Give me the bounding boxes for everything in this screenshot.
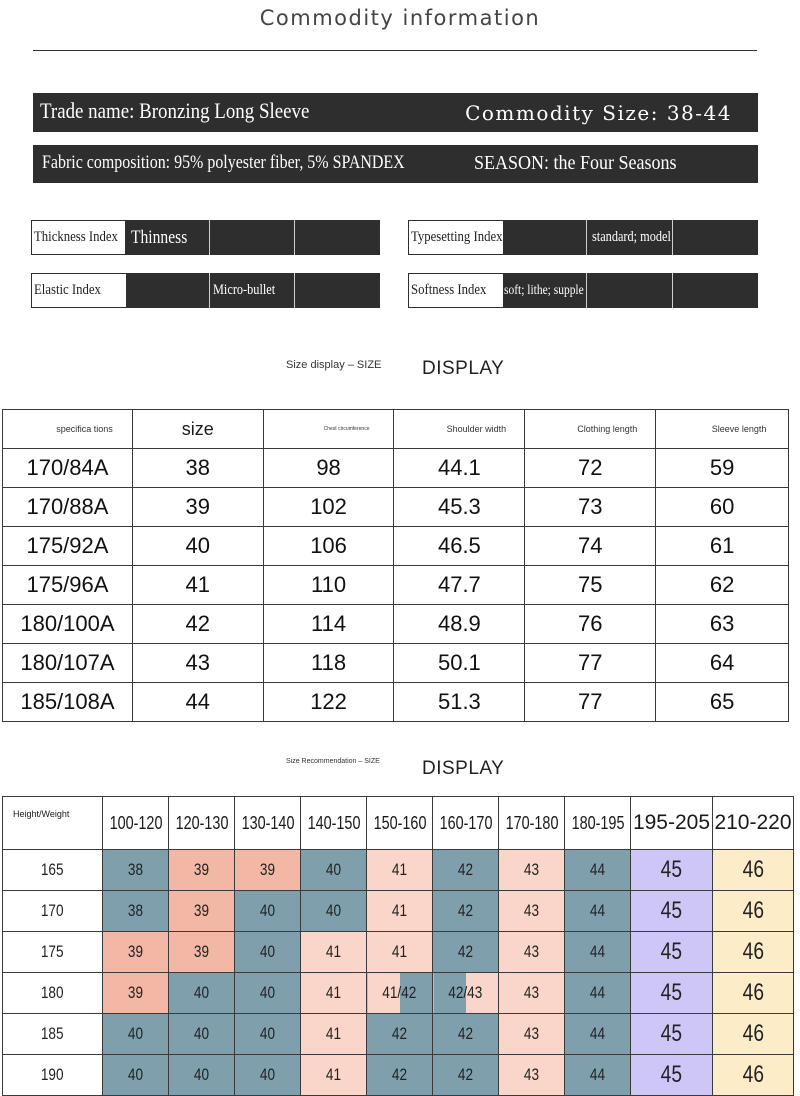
recommended-size-cell: 44 <box>565 1055 631 1096</box>
recommended-size-cell: 44 <box>565 891 631 932</box>
recommended-size-cell: 39 <box>103 932 169 973</box>
recommended-size-cell: 41 <box>367 891 433 932</box>
recommended-size-cell: 43 <box>499 932 565 973</box>
weight-column-header: 130-140 <box>235 797 301 850</box>
table-row <box>3 449 789 488</box>
recommended-size-cell: 46 <box>713 850 794 891</box>
weight-column-header: 160-170 <box>433 797 499 850</box>
table-cell: 175/92A <box>3 527 133 566</box>
table-cell: 175/96A <box>3 566 133 605</box>
recommendation-row <box>3 932 794 973</box>
recommended-size-cell: 40 <box>103 1055 169 1096</box>
recommended-size-cell: 45 <box>631 973 713 1014</box>
table-cell: 170/88A <box>3 488 133 527</box>
table-cell: 44.1 <box>394 449 525 488</box>
size-recommendation-small-label: Size Recommendation – SIZE <box>286 758 380 765</box>
height-label: 170 <box>3 891 103 932</box>
season: SEASON: the Four Seasons <box>474 152 677 174</box>
table-cell: 45.3 <box>394 488 525 527</box>
typesetting-index-box <box>408 220 758 255</box>
recommendation-header-row <box>3 797 794 850</box>
recommended-size-cell: 41/42 <box>367 973 433 1014</box>
recommended-size-cell: 46 <box>713 973 794 1014</box>
table-cell: 180/107A <box>3 644 133 683</box>
recommended-size-cell: 43 <box>499 891 565 932</box>
recommendation-row <box>3 891 794 932</box>
recommended-size-cell: 46 <box>713 932 794 973</box>
recommended-size-cell: 40 <box>301 850 367 891</box>
recommended-size-cell: 44 <box>565 1014 631 1055</box>
recommended-size-cell: 43 <box>499 1014 565 1055</box>
height-label: 185 <box>3 1014 103 1055</box>
recommended-size-cell: 40 <box>103 1014 169 1055</box>
weight-column-header: 140-150 <box>301 797 367 850</box>
size-display-table <box>2 409 789 722</box>
thickness-index-box <box>31 220 380 255</box>
table-cell: 62 <box>656 566 789 605</box>
table-cell: 75 <box>525 566 656 605</box>
thickness-index-label: Thickness Index <box>32 221 125 254</box>
table-cell: 72 <box>525 449 656 488</box>
elastic-index-value: Micro-bullet <box>213 282 276 298</box>
recommended-size-cell: 40 <box>235 1014 301 1055</box>
recommended-size-cell: 38 <box>103 891 169 932</box>
recommended-size-cell: 39 <box>169 891 235 932</box>
table-cell: 60 <box>656 488 789 527</box>
weight-column-header: 210-220 <box>713 797 794 850</box>
trade-info-bar <box>33 93 758 132</box>
softness-index-box <box>408 273 758 308</box>
recommended-size-cell: 40 <box>235 973 301 1014</box>
recommended-size-cell: 38 <box>103 850 169 891</box>
table-cell: 185/108A <box>3 683 133 722</box>
commodity-size: Commodity Size: 38-44 <box>465 101 732 125</box>
recommended-size-cell: 41 <box>301 1055 367 1096</box>
table-cell: 73 <box>525 488 656 527</box>
fabric-info-bar <box>33 145 758 183</box>
typesetting-index-label: Typesetting Index <box>409 221 503 254</box>
fabric-composition: Fabric composition: 95% polyester fiber, 5% SPANDEX <box>42 152 405 173</box>
table-row <box>3 644 789 683</box>
recommended-size-cell: 42 <box>433 932 499 973</box>
title-divider <box>33 50 757 51</box>
header-size: size <box>132 410 263 449</box>
header-shoulder: Shoulder width <box>394 410 525 449</box>
softness-index-label: Softness Index <box>409 274 503 307</box>
recommended-size-cell: 41 <box>301 932 367 973</box>
recommended-size-cell: 46 <box>713 891 794 932</box>
table-cell: 43 <box>132 644 263 683</box>
recommendation-row <box>3 1055 794 1096</box>
table-cell: 77 <box>525 644 656 683</box>
recommendation-row <box>3 1014 794 1055</box>
recommended-size-cell: 39 <box>103 973 169 1014</box>
size-table-header-row <box>3 410 789 449</box>
table-row <box>3 683 789 722</box>
weight-column-header: 100-120 <box>103 797 169 850</box>
table-cell: 64 <box>656 644 789 683</box>
recommended-size-cell: 46 <box>713 1014 794 1055</box>
size-display-small-label: Size display – SIZE <box>286 359 382 371</box>
recommended-size-cell: 42 <box>433 1055 499 1096</box>
table-cell: 98 <box>263 449 394 488</box>
recommended-size-cell: 45 <box>631 1055 713 1096</box>
recommended-size-cell: 44 <box>565 932 631 973</box>
table-row <box>3 527 789 566</box>
header-specifications: specifica tions <box>3 410 133 449</box>
table-cell: 61 <box>656 527 789 566</box>
weight-column-header: 120-130 <box>169 797 235 850</box>
height-weight-corner: Height/Weight <box>3 797 103 850</box>
table-cell: 77 <box>525 683 656 722</box>
thickness-index-value: Thinness <box>131 227 188 248</box>
recommended-size-cell: 40 <box>169 1055 235 1096</box>
recommended-size-cell: 41 <box>301 1014 367 1055</box>
recommended-size-cell: 40 <box>235 891 301 932</box>
recommended-size-cell: 41 <box>367 850 433 891</box>
recommended-size-cell: 40 <box>169 973 235 1014</box>
table-row <box>3 605 789 644</box>
recommended-size-cell: 46 <box>713 1055 794 1096</box>
elastic-index-box <box>31 273 380 308</box>
table-cell: 114 <box>263 605 394 644</box>
recommended-size-cell: 40 <box>301 891 367 932</box>
table-cell: 63 <box>656 605 789 644</box>
trade-name: Trade name: Bronzing Long Sleeve <box>40 98 310 123</box>
recommended-size-cell: 39 <box>235 850 301 891</box>
weight-column-header: 150-160 <box>367 797 433 850</box>
table-cell: 122 <box>263 683 394 722</box>
weight-column-header: 180-195 <box>565 797 631 850</box>
recommended-size-cell: 42 <box>433 1014 499 1055</box>
typesetting-index-value: standard; model <box>592 229 671 245</box>
table-cell: 170/84A <box>3 449 133 488</box>
table-cell: 51.3 <box>394 683 525 722</box>
size-recommendation-table <box>2 796 794 1096</box>
table-cell: 110 <box>263 566 394 605</box>
table-cell: 65 <box>656 683 789 722</box>
table-cell: 102 <box>263 488 394 527</box>
recommendation-row <box>3 973 794 1014</box>
recommended-size-cell: 39 <box>169 932 235 973</box>
recommended-size-cell: 45 <box>631 850 713 891</box>
header-sleeve-length: Sleeve length <box>656 410 789 449</box>
elastic-index-label: Elastic Index <box>32 274 126 307</box>
recommended-size-cell: 42 <box>367 1014 433 1055</box>
table-cell: 74 <box>525 527 656 566</box>
table-cell: 41 <box>132 566 263 605</box>
recommended-size-cell: 43 <box>499 850 565 891</box>
table-cell: 106 <box>263 527 394 566</box>
height-label: 190 <box>3 1055 103 1096</box>
size-display-heading: DISPLAY <box>422 358 505 379</box>
page-title: Commodity information <box>259 6 541 30</box>
table-cell: 180/100A <box>3 605 133 644</box>
weight-column-header: 195-205 <box>631 797 713 850</box>
recommended-size-cell: 40 <box>235 932 301 973</box>
recommended-size-cell: 41 <box>367 932 433 973</box>
recommended-size-cell: 41 <box>301 973 367 1014</box>
height-label: 180 <box>3 973 103 1014</box>
recommended-size-cell: 43 <box>499 973 565 1014</box>
recommended-size-cell: 43 <box>499 1055 565 1096</box>
table-row <box>3 566 789 605</box>
table-cell: 50.1 <box>394 644 525 683</box>
table-cell: 47.7 <box>394 566 525 605</box>
weight-column-header: 170-180 <box>499 797 565 850</box>
recommended-size-cell: 42 <box>367 1055 433 1096</box>
recommended-size-cell: 44 <box>565 850 631 891</box>
table-cell: 44 <box>132 683 263 722</box>
height-label: 165 <box>3 850 103 891</box>
table-cell: 59 <box>656 449 789 488</box>
table-cell: 39 <box>132 488 263 527</box>
table-cell: 48.9 <box>394 605 525 644</box>
recommended-size-cell: 39 <box>169 850 235 891</box>
table-cell: 42 <box>132 605 263 644</box>
recommended-size-cell: 42/43 <box>433 973 499 1014</box>
recommended-size-cell: 44 <box>565 973 631 1014</box>
softness-index-value: soft; lithe; supple <box>504 283 584 298</box>
table-cell: 46.5 <box>394 527 525 566</box>
table-row <box>3 488 789 527</box>
header-chest: Chest circumference <box>263 410 394 449</box>
table-cell: 118 <box>263 644 394 683</box>
table-cell: 38 <box>132 449 263 488</box>
recommendation-row <box>3 850 794 891</box>
recommended-size-cell: 40 <box>169 1014 235 1055</box>
recommended-size-cell: 40 <box>235 1055 301 1096</box>
size-recommendation-heading: DISPLAY <box>422 758 505 779</box>
recommended-size-cell: 45 <box>631 932 713 973</box>
recommended-size-cell: 45 <box>631 891 713 932</box>
recommended-size-cell: 42 <box>433 850 499 891</box>
table-cell: 76 <box>525 605 656 644</box>
recommended-size-cell: 42 <box>433 891 499 932</box>
header-clothing-length: Clothing length <box>525 410 656 449</box>
recommended-size-cell: 45 <box>631 1014 713 1055</box>
table-cell: 40 <box>132 527 263 566</box>
height-label: 175 <box>3 932 103 973</box>
